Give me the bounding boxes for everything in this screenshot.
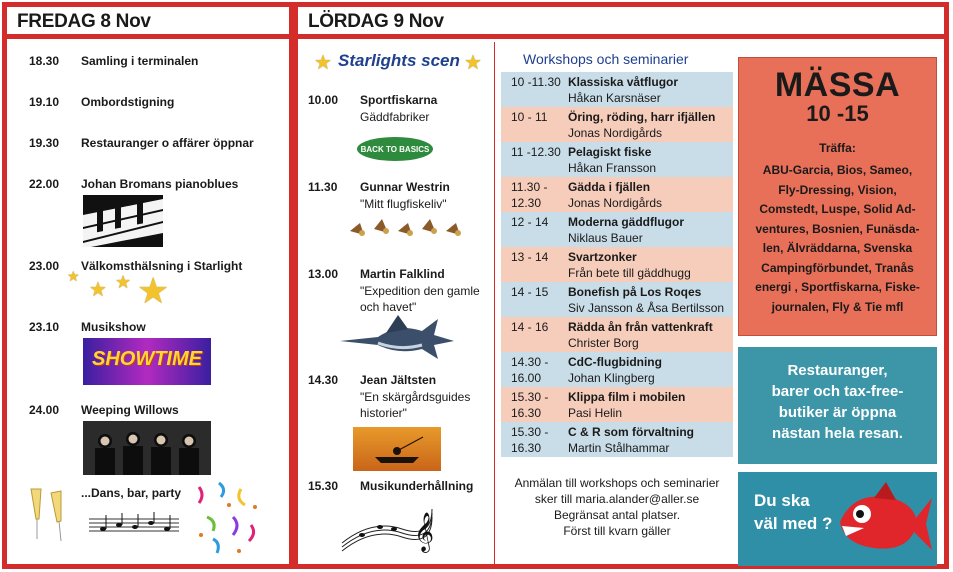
signup-note (501, 475, 733, 539)
workshop-time: 14.30 - (511, 355, 549, 369)
workshop-title: Svartzonker (568, 250, 637, 264)
music-notes-swirl-icon (342, 499, 435, 555)
workshop-title: Moderna gäddflugor (568, 215, 684, 229)
star-icon: ★ (67, 268, 80, 284)
workshop-title: Gädda i fjällen (568, 180, 651, 194)
svg-text:BACK TO BASICS: BACK TO BASICS (360, 145, 430, 154)
massa-exhibitors: ABU-Garcia, Bios, Sameo, Fly-Dressing, Vision, Comstedt, Luspe, Solid Ad- ventures, Bosnien, Funäsda- len, Älvräddarna, Svenska Campingförbundet, Tranås energi , Sportfiskarna, Fiske- journalen, Fly & Tie mfl (755, 163, 920, 314)
fish-promo-box (738, 472, 937, 566)
workshop-time: 14 - 15 (511, 285, 549, 299)
workshop-row (501, 142, 733, 177)
workshop-time-end: 16.00 (511, 371, 542, 385)
workshop-title: Bonefish på Los Roqes (568, 285, 702, 299)
workshop-title: CdC-flugbidning (568, 355, 662, 369)
note-line: Anmälan till workshops och seminarier (514, 476, 720, 490)
workshop-time: 10 - 11 (511, 110, 548, 124)
star-icon: ★ (314, 52, 332, 74)
music-notes-icon (89, 511, 179, 537)
workshop-time-end: 16.30 (511, 441, 542, 455)
workshop-time-end: 12.30 (511, 196, 542, 210)
workshop-row (501, 387, 733, 422)
workshop-time-end: 16.30 (511, 406, 542, 420)
workshop-speaker: Johan Klingberg (568, 371, 655, 385)
workshop-title: Klippa film i mobilen (568, 390, 686, 404)
marlin-image (338, 311, 456, 363)
workshop-row (501, 282, 733, 317)
workshop-speaker: Siv Jansson & Åsa Bertilsson (568, 301, 725, 315)
piano-image (83, 195, 163, 247)
workshop-time: 14 - 16 (511, 320, 549, 334)
workshop-speaker: Martin Stålhammar (568, 441, 670, 455)
workshop-title: Pelagiskt fiske (568, 145, 652, 159)
workshop-row (501, 247, 733, 282)
workshop-speaker: Håkan Karsnäser (568, 91, 661, 105)
friday-header: FREDAG 8 Nov (7, 7, 289, 39)
note-email: sker till maria.alander@aller.se (534, 492, 700, 506)
workshop-row (501, 212, 733, 247)
fishing-flies-image (344, 217, 472, 243)
massa-box (738, 57, 937, 336)
workshop-speaker: Christer Borg (568, 336, 639, 350)
confetti-icon (189, 477, 269, 561)
massa-hours: 10 -15 (806, 101, 869, 126)
workshop-speaker: Från bete till gäddhugg (568, 266, 691, 280)
star-icon: ★ (115, 272, 132, 292)
workshop-row (501, 177, 733, 212)
workshop-speaker: Pasi Helin (568, 406, 623, 420)
band-photo (83, 421, 211, 475)
stage-title: Starlights scen (338, 51, 460, 70)
workshop-time: 12 - 14 (511, 215, 549, 229)
note-line: Begränsat antal platser. (553, 508, 681, 522)
workshop-time: 11 -12.30 (511, 145, 561, 159)
saturday-header: LÖRDAG 9 Nov (298, 7, 944, 39)
massa-meet-label: Träffa: (819, 141, 856, 155)
fish-promo-text: Du ska väl med ? (754, 491, 833, 533)
showtime-logo-text: SHOWTIME (92, 348, 202, 370)
massa-title: MÄSSA (774, 66, 901, 104)
workshop-speaker: Jonas Nordigårds (568, 196, 663, 210)
workshop-row (501, 72, 733, 107)
workshop-title: Klassiska våtflugor (568, 75, 679, 89)
restaurants-box: Restauranger, barer och tax-free- butiker är öppna nästan hela resan. (738, 347, 937, 464)
svg-text:𝄞: 𝄞 (414, 512, 435, 552)
sunset-boat-image (353, 427, 441, 471)
workshop-time: 15.30 - (511, 425, 549, 439)
back-to-basics-logo (354, 129, 436, 167)
star-icon: ★ (464, 52, 482, 74)
workshop-time: 15.30 - (511, 390, 549, 404)
workshop-speaker: Håkan Fransson (568, 161, 657, 175)
workshop-time: 11.30 - (511, 180, 548, 194)
workshops-title: Workshops och seminarier (523, 51, 689, 67)
red-fish-icon (834, 478, 934, 562)
friday-panel: FREDAG 8 Nov 18.30 Samling i terminalen 19.10 Ombordstigning 19.30 Restauranger o affärer öppnar 22.00 Johan Bromans pianoblues 23.00 Välkomsthälsning i Starlight ★ ★ ★ ★ 23.10 Musikshow SHOWTIME 24.00 Weeping Willows ...Dans, bar, party (2, 2, 294, 569)
workshop-speaker: Jonas Nordigårds (568, 126, 663, 140)
column-divider (494, 42, 495, 564)
workshop-row (501, 352, 733, 387)
note-line: Först till kvarn gäller (563, 524, 671, 538)
workshop-time: 13 - 14 (511, 250, 549, 264)
workshop-row (501, 107, 733, 142)
star-icon: ★ (89, 279, 107, 301)
workshop-title: Rädda ån från vattenkraft (568, 320, 713, 334)
showtime-image (83, 338, 211, 385)
workshop-title: Öring, röding, harr ifjällen (568, 110, 716, 124)
champagne-glasses-icon (25, 485, 69, 545)
workshop-title: C & R som förvaltning (568, 425, 695, 439)
saturday-panel: LÖRDAG 9 Nov ★ Starlights scen ★ 10.00 Sportfiskarna Gäddfabriker BACK TO BASICS 11.30 Gunnar Westrin "Mitt flugfiskeliv" 13.00 Martin Falklind "Expedition den gamle och havet" 14.30 Jean Jältsten "En skärgårdsguides historier" 15.30 Musikunderhållning 𝄞 Workshops och seminarier 10 -11.30 Klassiska våtflugor Håkan Karsnäser 10 - 11 Öring, röding, harr ifjällen Jonas Nordigårds 11 -12.30 Pelagiskt fiske Håkan Fransson 11.30 - 12.30 Gädda i fjällen Jonas Nordigårds 12 - 14 Moderna gäddflugor Niklaus Bauer 13 - 14 Svartzonker Från bete till gäddhugg 14 - 15 Bonefish på Los Roqes Siv Jansson & Åsa Bertilsson 14 - 16 Rädda ån från vattenkraft Christer Borg 14.30 - 16.00 CdC-flugbidning Johan Klingberg 15.30 - 16.30 Klippa film i mobilen Pasi Helin 15.30 - 16.30 C & R som förvaltning Martin Stålhammar Anmälan till workshops och seminarier sker till maria.alander@aller.se Begränsat antal platser. Först till kvarn gäller MÄSSA 10 -15 Träffa: ABU-Garcia, Bios, Sameo, Fly-Dressing, Vision, Comstedt, Luspe, Solid Ad- ventures, Bosnien, Funäsda- len, Älvräddarna, Svenska Campingförbundet, Tranås energi , Sportfiskarna, Fiske- journalen, Fly & Tie mfl Restauranger, barer och tax-free- butiker är öppna nästan hela resan. Du ska väl med ? (293, 2, 949, 569)
workshop-row (501, 317, 733, 352)
workshop-speaker: Niklaus Bauer (568, 231, 643, 245)
workshop-row (501, 422, 733, 457)
star-icon: ★ (137, 270, 170, 311)
workshop-time: 10 -11.30 (511, 75, 561, 89)
